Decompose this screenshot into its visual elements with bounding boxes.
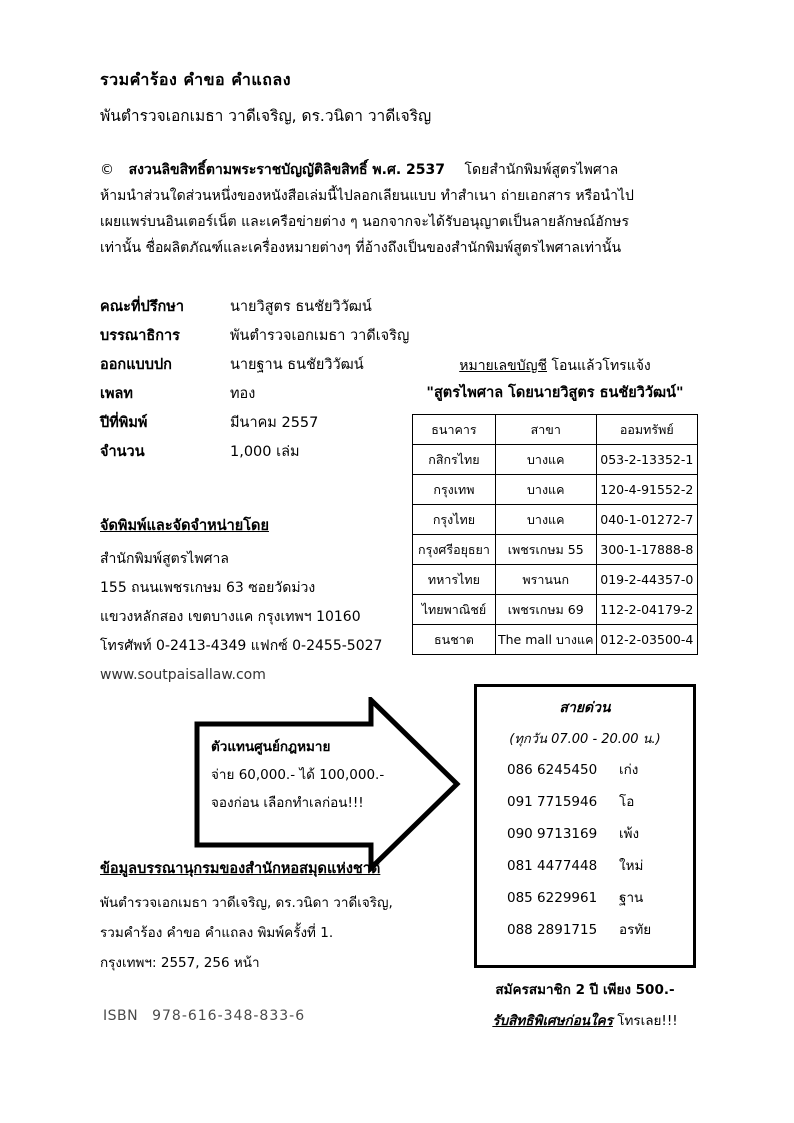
isbn-row [103,1008,305,1024]
copyright-statute: สงวนลิขสิทธิ์ตามพระราชบัญญัติลิขสิทธิ์ พ.ศ. 2537 [128,162,446,178]
credit-value: ทอง [230,386,256,402]
membership-promo-rest: โทรเลย!!! [612,1013,678,1029]
table-row [413,535,698,565]
list-item[interactable] [507,854,693,886]
publisher-name: สำนักพิมพ์สูตรไพศาล [100,551,229,567]
copyright-notice [100,157,710,261]
arrow-line-2: จ่าย 60,000.- ได้ 100,000.- [211,767,385,783]
hotline-contact-name: โอ [619,794,635,810]
cell-bank: ธนชาต [413,625,496,655]
cell-bank: ทหารไทย [413,565,496,595]
credit-row [100,353,409,382]
credit-row [100,411,409,440]
hotline-title: สายด่วน [559,700,611,716]
list-item[interactable] [507,822,693,854]
cell-branch: บางแค [495,505,596,535]
cell-branch: เพชรเกษม 55 [495,535,596,565]
cell-bank: กรุงศรีอยุธยา [413,535,496,565]
hotline-contact-name: เก่ง [619,762,639,778]
membership-promo-underlined: รับสิทธิพิเศษก่อนใคร [492,1013,613,1029]
table-row [413,595,698,625]
cell-account: 040-1-01272-7 [596,505,697,535]
authors-line: พันตำรวจเอกเมธา วาดีเจริญ, ดร.วนิดา วาดีเจริญ [100,107,432,125]
cell-branch: พรานนก [495,565,596,595]
membership-promo [460,1009,710,1031]
cell-bank: กรุงไทย [413,505,496,535]
hotline-hours: (ทุกวัน 07.00 - 20.00 น.) [509,732,661,747]
copyright-publisher: โดยสำนักพิมพ์สูตรไพศาล [464,162,619,178]
hotline-contact-name: อรทัย [619,922,652,938]
bibliography-heading: ข้อมูลบรรณานุกรมของสำนักหอสมุดแห่งชาติ [100,861,381,877]
cell-branch: บางแค [495,475,596,505]
column-header-bank: ธนาคาร [413,415,496,445]
credit-label: ออกแบบปก [100,357,172,373]
hotline-number: 085 6229961 [507,890,598,906]
credits-list [100,295,409,469]
table-row [413,445,698,475]
table-header-row [413,415,698,445]
hotline-number: 086 6245450 [507,762,598,778]
list-item[interactable] [507,758,693,790]
table-row [413,625,698,655]
credit-value: นายฐาน ธนชัยวิวัฒน์ [230,357,364,373]
publisher-district: แขวงหลักสอง เขตบางแค กรุงเทพฯ 10160 [100,609,361,625]
credit-label: บรรณาธิการ [100,328,180,344]
bank-heading-underlined: หมายเลขบัญชี [459,358,548,374]
cell-account: 053-2-13352-1 [596,445,697,475]
bibliography-line-1: พันตำรวจเอกเมธา วาดีเจริญ, ดร.วนิดา วาดีเจริญ, [100,895,393,911]
publisher-street: 155 ถนนเพชรเกษม 63 ซอยวัดม่วง [100,580,316,596]
arrow-callout [193,697,461,872]
hotline-contact-name: ฐาน [619,890,644,906]
cell-account: 112-2-04179-2 [596,595,697,625]
cell-branch: บางแค [495,445,596,475]
hotline-number: 091 7715946 [507,794,598,810]
cell-bank: กรุงเทพ [413,475,496,505]
copyright-line-4: เท่านั้น ชื่อผลิตภัณฑ์และเครื่องหมายต่างๆ ที่อ้างถึงเป็นของสำนักพิมพ์สูตรไพศาลเท่านั้น [100,240,622,256]
credit-row [100,382,409,411]
cell-account: 012-2-03500-4 [596,625,697,655]
credit-row [100,440,409,469]
list-item[interactable] [507,918,693,950]
hotline-number: 081 4477448 [507,858,598,874]
hotline-contact-name: เพ้ง [619,826,640,842]
page-title: รวมคำร้อง คำขอ คำแถลง [100,70,292,89]
copyright-line-3: เผยแพร่บนอินเตอร์เน็ต และเครือข่ายต่าง ๆ นอกจากจะได้รับอนุญาตเป็นลายลักษณ์อักษร [100,214,630,230]
publisher-heading: จัดพิมพ์และจัดจำหน่ายโดย [100,518,269,534]
cell-account: 019-2-44357-0 [596,565,697,595]
column-header-branch: สาขา [495,415,596,445]
cell-branch: The mall บางแค [495,625,596,655]
arrow-line-3: จองก่อน เลือกทำเลก่อน!!! [211,795,364,811]
bank-heading-rest: โอนแล้วโทรแจ้ง [547,358,651,374]
credit-label: ปีที่พิมพ์ [100,415,148,431]
bibliography-line-3: กรุงเทพฯ: 2557, 256 หน้า [100,955,260,971]
credit-value: พันตำรวจเอกเมธา วาดีเจริญ [230,328,410,344]
table-row [413,505,698,535]
credit-row [100,324,409,353]
credit-label: คณะที่ปรึกษา [100,299,184,315]
publisher-phone-fax: โทรศัพท์ 0-2413-4349 แฟกซ์ 0-2455-5027 [100,638,383,654]
hotline-number: 090 9713169 [507,826,598,842]
bibliography-body [100,888,393,978]
copyright-icon: © [100,162,114,178]
list-item[interactable] [507,886,693,918]
table-row [413,565,698,595]
table-row [413,475,698,505]
hotline-box [474,684,696,968]
cell-account: 120-4-91552-2 [596,475,697,505]
credit-value: นายวิสูตร ธนชัยวิวัฒน์ [230,299,372,315]
arrow-callout-text [211,733,411,817]
cell-account: 300-1-17888-8 [596,535,697,565]
hotline-number: 088 2891715 [507,922,598,938]
isbn-label: ISBN [103,1008,139,1024]
isbn-value: 978-616-348-833-6 [152,1008,306,1024]
credit-value: 1,000 เล่ม [230,444,300,460]
credit-row [100,295,409,324]
credit-label: จำนวน [100,444,145,460]
bank-account-name: "สูตรไพศาล โดยนายวิสูตร ธนชัยวิวัฒน์" [426,385,684,401]
bibliography-line-2: รวมคำร้อง คำขอ คำแถลง พิมพ์ครั้งที่ 1. [100,925,334,941]
copyright-line-2: ห้ามนำส่วนใดส่วนหนึ่งของหนังสือเล่มนี้ไปลอกเลียนแบบ ทำสำเนา ถ่ายเอกสาร หรือนำไป [100,188,634,204]
arrow-line-1: ตัวแทนศูนย์กฎหมาย [211,739,331,755]
cell-branch: เพชรเกษม 69 [495,595,596,625]
column-header-account: ออมทรัพย์ [596,415,697,445]
copyright-line-1 [100,157,710,183]
publisher-address [100,545,382,690]
credit-value: มีนาคม 2557 [230,415,319,431]
hotline-contact-name: ใหม่ [619,858,644,874]
list-item[interactable] [507,790,693,822]
cell-bank: กสิกรไทย [413,445,496,475]
bank-section-heading [412,355,698,377]
publisher-website[interactable]: www.soutpaisallaw.com [100,667,266,683]
membership-offer: สมัครสมาชิก 2 ปี เพียง 500.- [495,982,675,998]
bank-accounts-table [412,414,698,655]
cell-bank: ไทยพาณิชย์ [413,595,496,625]
hotline-contact-list [477,758,693,950]
credit-label: เพลท [100,386,133,402]
